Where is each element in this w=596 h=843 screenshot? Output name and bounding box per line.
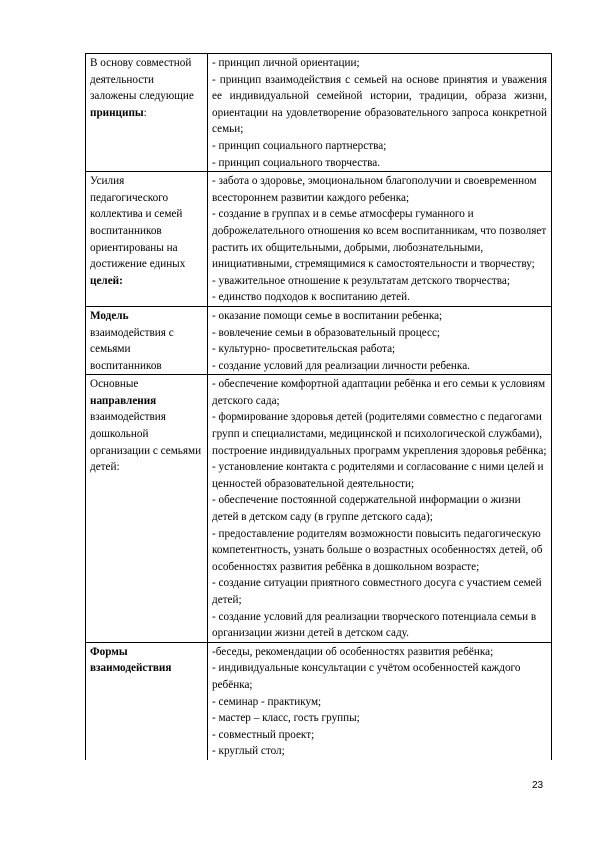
row-label-keyword: принципы <box>90 106 144 119</box>
row-label-keyword: Формы взаимодействия <box>90 645 172 675</box>
list-item: - обеспечение комфортной адаптации ребёнка и его семьи к условиям детского сада; <box>212 378 546 407</box>
list-item: - создание в группах и в семье атмосферы гуманного и доброжелательного отношения ко всем воспитанникам, что позволяет растить их общительными, добрыми, любознательными, инициативными, стремящимися к самостоятельности и творчеству; <box>212 208 547 271</box>
list-item: - оказание помощи семье в воспитании ребенка; <box>212 309 443 322</box>
list-item: - единство подходов к воспитанию детей. <box>212 291 410 304</box>
row-label-cell <box>86 172 208 307</box>
page-number: 23 <box>532 780 544 791</box>
row-label-keyword: направления <box>90 394 157 407</box>
list-item: - создание условий для реализации творческого потенциала семьи в организации жизни детей в детском саду. <box>212 610 537 640</box>
row-label-text: Усилия педагогического коллектива и семей воспитанников ориентированы на достижение единых <box>90 175 186 271</box>
row-label-keyword: Модель <box>90 309 129 322</box>
row-label-cell <box>86 306 208 374</box>
list-item: - культурно- просветительская работа; <box>212 343 396 356</box>
row-label-cell <box>86 54 208 172</box>
table-row <box>86 54 552 172</box>
list-item: - индивидуальные консультации с учётом особенностей каждого ребёнка; <box>212 662 521 691</box>
row-label <box>90 644 203 677</box>
list-item: - круглый стол; <box>212 745 285 758</box>
row-label <box>90 308 203 374</box>
row-items-cell <box>208 642 552 760</box>
table-row <box>86 306 552 374</box>
row-label <box>90 55 203 121</box>
row-label-keyword: целей: <box>90 274 123 287</box>
row-items-cell <box>208 172 552 307</box>
list-item: - мастер – класс, гость группы; <box>212 712 360 725</box>
list-item: - совместный проект; <box>212 728 315 741</box>
list-item: - уважительное отношение к результатам детского творчества; <box>212 274 510 287</box>
list-item: - забота о здоровье, эмоциональном благополучии и своевременном всестороннем развитии каждого ребенка; <box>212 175 537 204</box>
list-item: - формирование здоровья детей (родителями совместно с педагогами групп и специалистами, медицинской и психологической службами), построение индивидуальных программ укрепления здоровья ребёнка; <box>212 411 547 457</box>
list-item: - создание условий для реализации личности ребенка. <box>212 359 470 372</box>
row-label <box>90 173 203 289</box>
row-label <box>90 376 203 476</box>
row-items-cell <box>208 54 552 172</box>
table-row <box>86 375 552 643</box>
list-item: - обеспечение постоянной содержательной информации о жизни детей в детском саду (в группе детского сада); <box>212 494 521 524</box>
document-page <box>85 53 551 760</box>
list-item: - создание ситуации приятного совместного досуга с участием семей детей; <box>212 577 542 606</box>
list-item: - семинар - практикум; <box>212 695 322 708</box>
row-label-text: взаимодействия с семьями воспитанников <box>90 326 174 372</box>
principles-table <box>85 53 552 760</box>
row-label-text: Основные <box>90 378 139 391</box>
table-row <box>86 642 552 760</box>
list-item: - принцип личной ориентации; <box>212 57 360 69</box>
row-label-cell <box>86 375 208 643</box>
list-item: - установление контакта с родителями и согласование с ними целей и ценностей образовательной деятельности; <box>212 461 544 490</box>
row-label-text: взаимодействия дошкольной организации с семьями детей: <box>90 411 202 474</box>
row-label-cell <box>86 642 208 760</box>
list-item: - принцип взаимодействия с семьей на основе принятия и уважения ее индивидуальной семейной истории, традиции, образа жизни, ориентации на удовлетворение образовательного запроса конкретной семьи; <box>212 73 547 136</box>
row-label-text: : <box>143 106 147 119</box>
list-item: -беседы, рекомендации об особенностях развития ребёнка; <box>212 645 494 658</box>
list-item: - принцип социального партнерства; <box>212 139 387 152</box>
row-items-cell <box>208 306 552 374</box>
table-row <box>86 172 552 307</box>
list-item: - предоставление родителям возможности повысить педагогическую компетентность, узнать больше о возрастных особенностях детей, об особенностях развития ребёнка в дошкольном возрасте; <box>212 527 543 573</box>
list-item: - вовлечение семьи в образовательный процесс; <box>212 326 441 339</box>
row-items-cell <box>208 375 552 643</box>
list-item: - принцип социального творчества. <box>212 156 381 169</box>
row-label-text: В основу совместной деятельности заложены следующие <box>90 57 194 103</box>
